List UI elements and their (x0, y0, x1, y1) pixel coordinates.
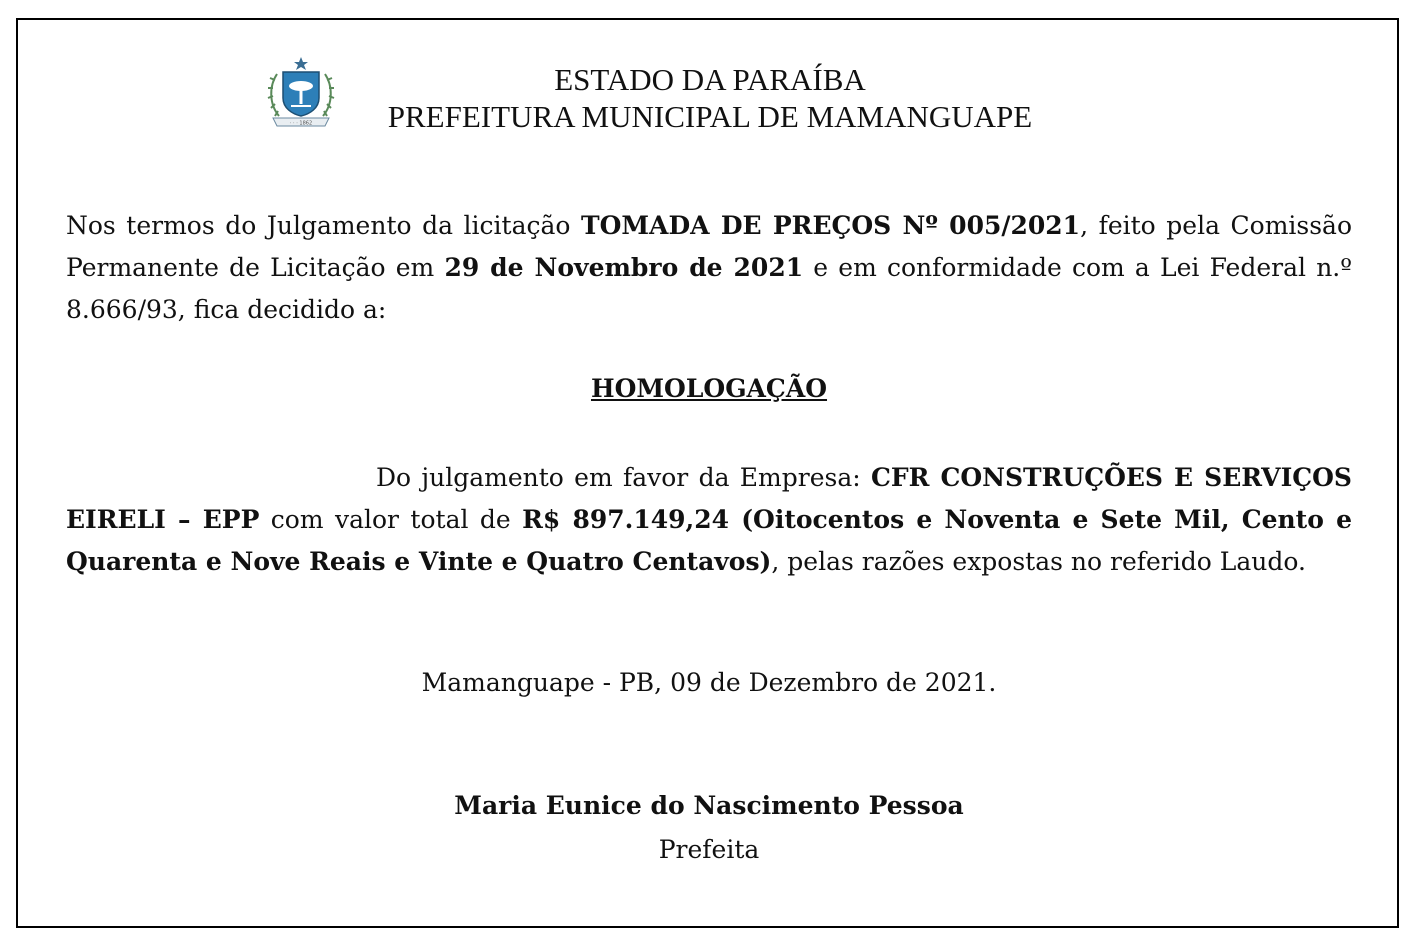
header-state: ESTADO DA PARAÍBA (554, 62, 866, 97)
paragraph-text: Nos termos do Julgamento da licitação (66, 211, 581, 240)
paragraph-text: e em conformidade com a Lei Federal n.º 8.666/93, fica decidido a: (66, 253, 1352, 324)
paragraph-homologation (66, 457, 1352, 583)
paragraph-judgment (66, 205, 1352, 331)
paragraph-text: com valor total de (259, 505, 523, 534)
signer-name: Maria Eunice do Nascimento Pessoa (454, 791, 964, 820)
judgment-date: 29 de Novembro de 2021 (444, 253, 804, 282)
tender-number: TOMADA DE PREÇOS Nº 005/2021 (581, 211, 1081, 240)
section-title: HOMOLOGAÇÃO (590, 374, 828, 403)
company-name: CFR CONSTRUÇÕES E SERVIÇOS EIRELI – EPP (66, 463, 1352, 534)
paragraph-text: , pelas razões expostas no referido Laudo. (771, 547, 1306, 576)
paragraph-text: Do julgamento em favor da Empresa: (376, 463, 871, 492)
svg-text:· · · 1862: · · · 1862 (289, 120, 313, 127)
total-value: R$ 897.149,24 (Oitocentos e Noventa e Sete Mil, Cento e Quarenta e Nove Reais e Vinte e Quatro Centavos) (66, 505, 1352, 576)
place-date: Mamanguape - PB, 09 de Dezembro de 2021. (421, 668, 997, 697)
signer-role: Prefeita (658, 835, 760, 864)
paragraph-text: , feito pela Comissão Permanente de Licitação em (66, 211, 1353, 282)
header-prefecture: PREFEITURA MUNICIPAL DE MAMANGUAPE (387, 99, 1033, 134)
